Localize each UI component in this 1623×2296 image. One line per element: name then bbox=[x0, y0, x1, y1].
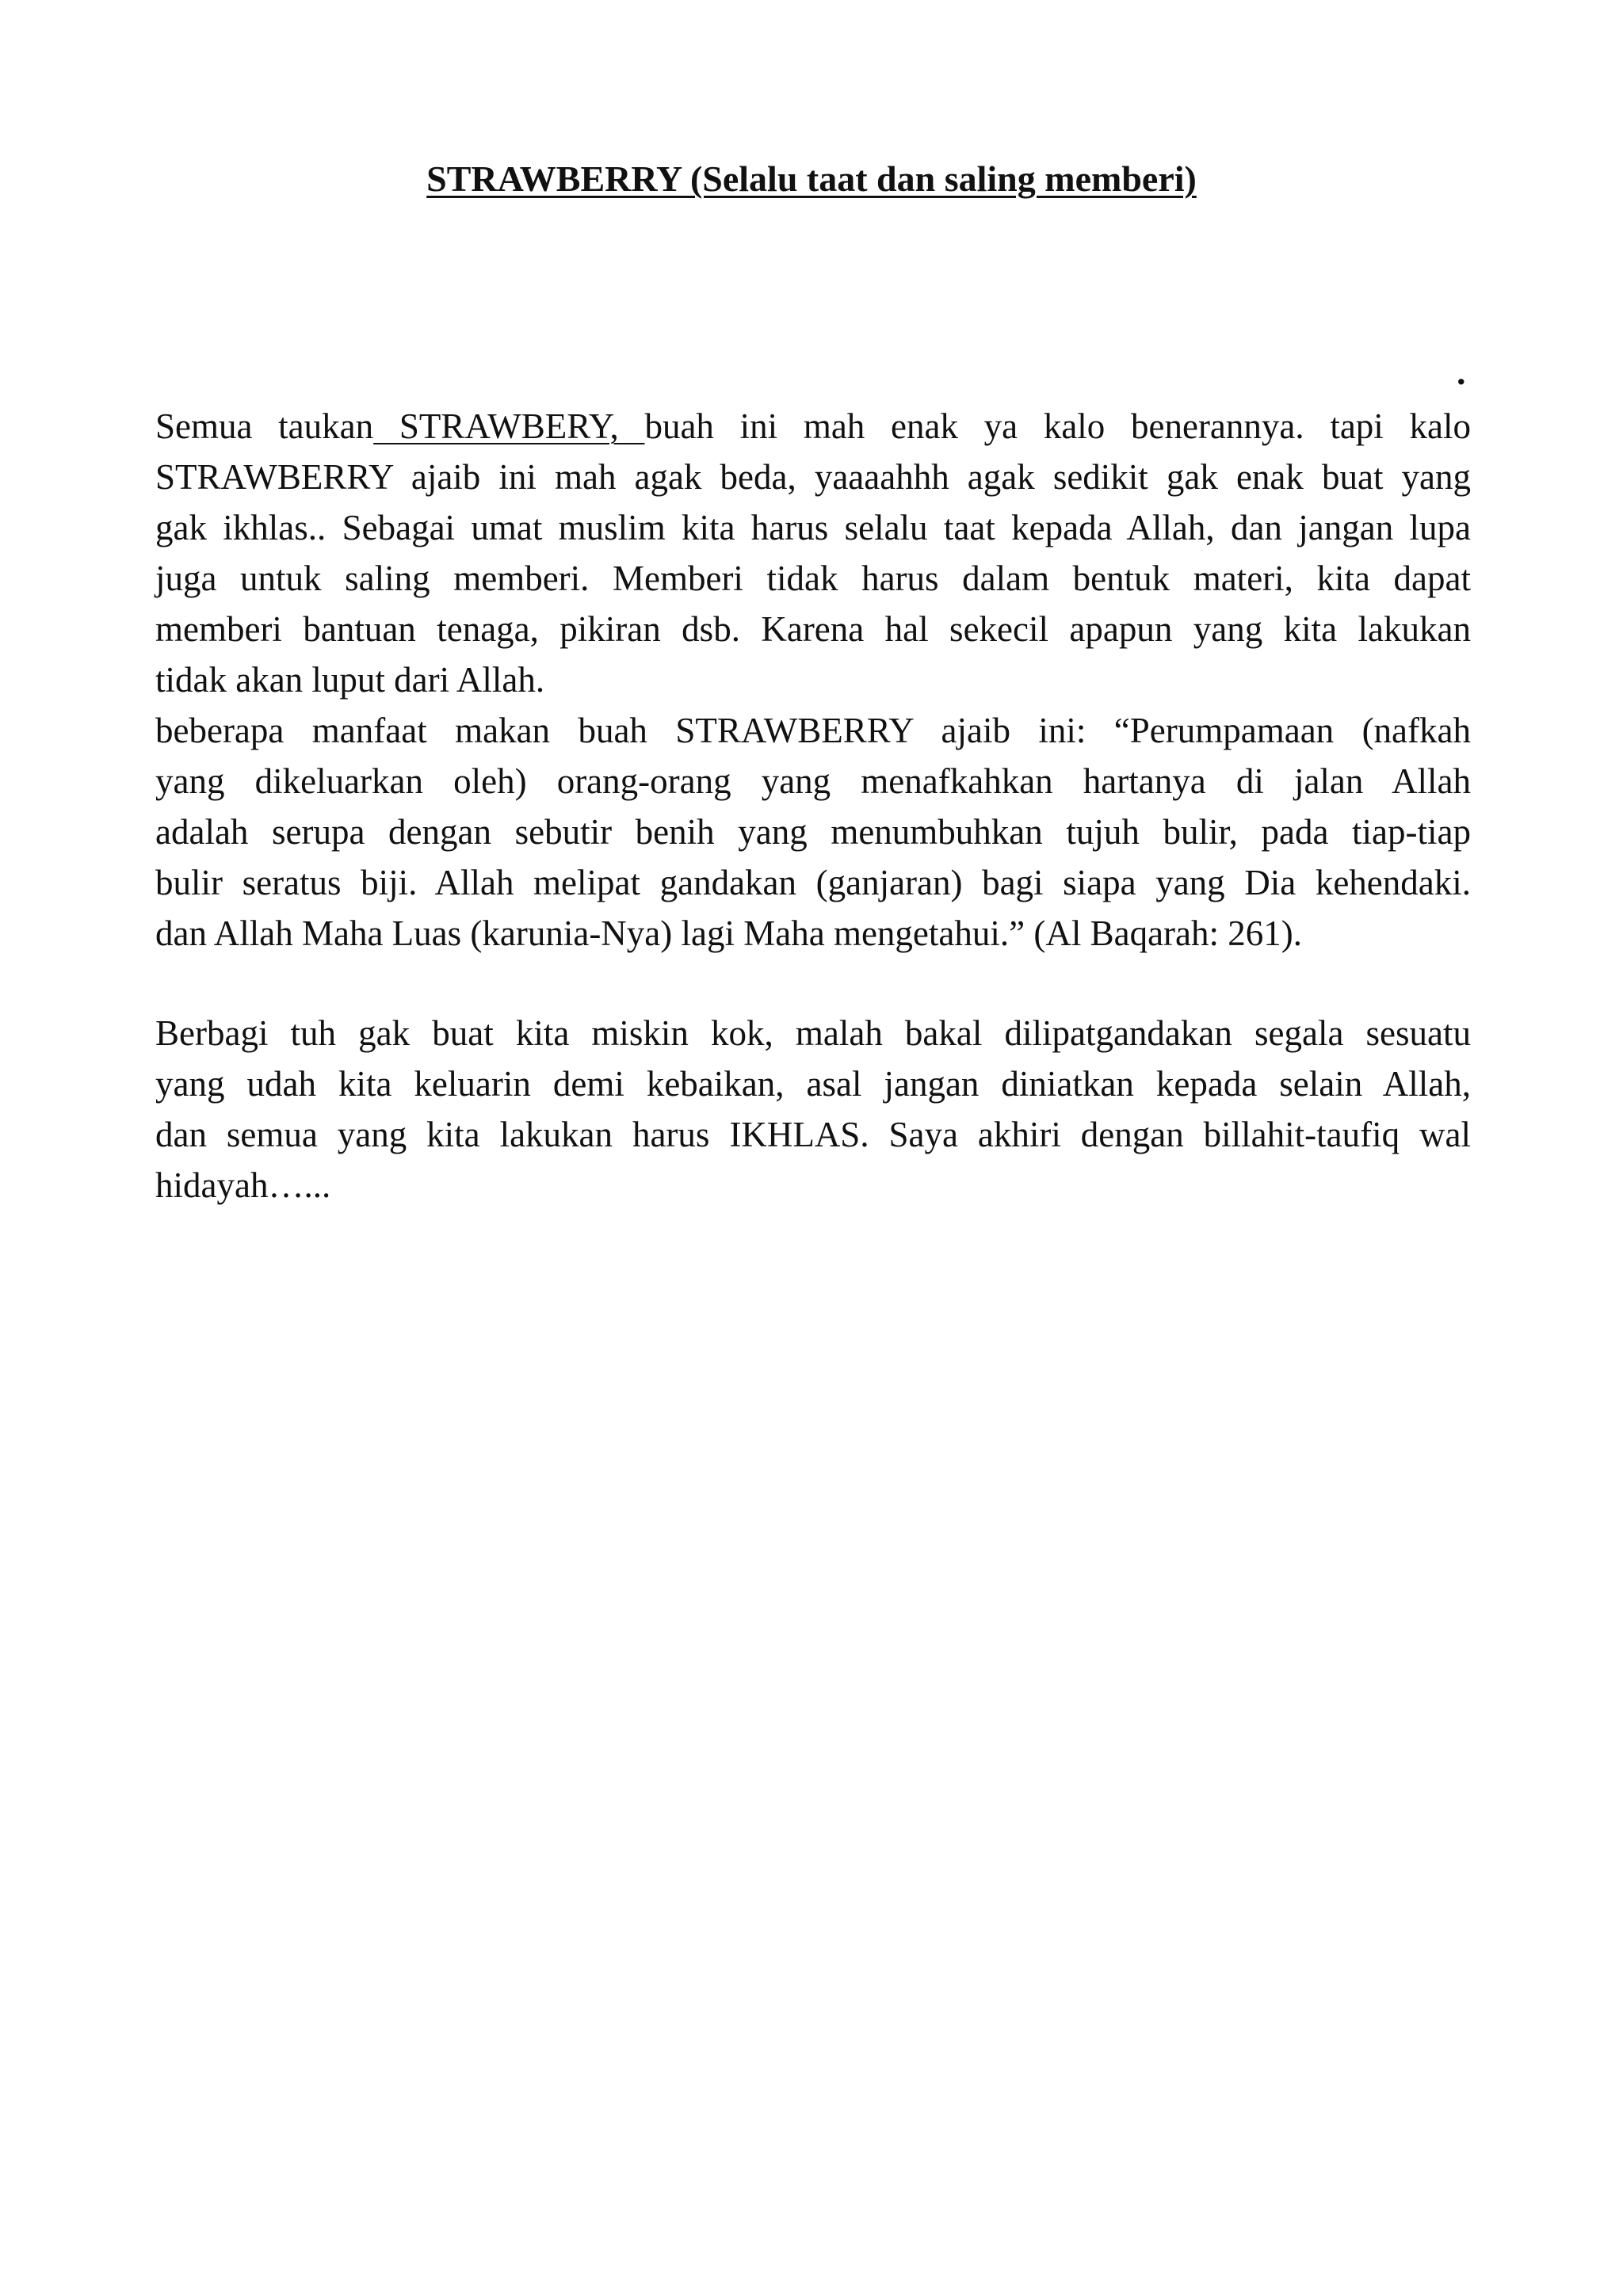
paragraph-1-line-5: memberi bantuan tenaga, pikiran dsb. Karena hal sekecil apapun yang kita lakukan bbox=[155, 609, 1471, 649]
paragraph-1 bbox=[155, 401, 1471, 959]
paragraph-2-line-1: Berbagi tuh gak buat kita miskin kok, malah bakal dilipatgandakan segala sesuatu bbox=[155, 1013, 1471, 1053]
text-run: Semua taukan bbox=[155, 406, 374, 446]
paragraph-1-line-6: tidak akan luput dari Allah. bbox=[155, 660, 545, 700]
paragraph-1-line-4: juga untuk saling memberi. Memberi tidak harus dalam bentuk materi, kita dapat bbox=[155, 559, 1471, 598]
paragraph-1-line-3: gak ikhlas.. Sebagai umat muslim kita harus selalu taat kepada Allah, dan jangan lupa bbox=[155, 508, 1471, 547]
page-title: STRAWBERRY (Selalu taat dan saling memberi) bbox=[426, 158, 1197, 199]
paragraph-1-line-1 bbox=[155, 401, 1471, 452]
paragraph-1-line-8: yang dikeluarkan oleh) orang-orang yang menafkahkan hartanya di jalan Allah bbox=[155, 761, 1471, 801]
paragraph-1-line-11: dan Allah Maha Luas (karunia-Nya) lagi Maha mengetahui.” (Al Baqarah: 261). bbox=[155, 913, 1302, 953]
paragraph-2-line-2: yang udah kita keluarin demi kebaikan, asal jangan diniatkan kepada selain Allah, bbox=[155, 1064, 1471, 1104]
paragraph-2-line-4: hidayah…... bbox=[155, 1165, 331, 1205]
paragraph-1-line-9: adalah serupa dengan sebutir benih yang menumbuhkan tujuh bulir, pada tiap-tiap bbox=[155, 812, 1471, 852]
text-run: buah ini mah enak ya kalo benerannya. tapi kalo bbox=[644, 406, 1471, 446]
paragraph-1-line-2: STRAWBERRY ajaib ini mah agak beda, yaaaahhh agak sedikit gak enak buat yang bbox=[155, 457, 1471, 497]
paragraph-1-line-7: beberapa manfaat makan buah STRAWBERRY ajaib ini: “Perumpamaan (nafkah bbox=[155, 711, 1471, 750]
paragraph-2-line-3: dan semua yang kita lakukan harus IKHLAS. Saya akhiri dengan billahit-taufiq wal bbox=[155, 1115, 1471, 1154]
underlined-strawbery: STRAWBERY, bbox=[373, 406, 645, 446]
paragraph-2 bbox=[155, 1008, 1471, 1211]
paragraph-1-line-10: bulir seratus biji. Allah melipat gandakan (ganjaran) bagi siapa yang Dia kehendaki. bbox=[155, 863, 1471, 902]
stray-mark: . bbox=[1457, 352, 1466, 392]
